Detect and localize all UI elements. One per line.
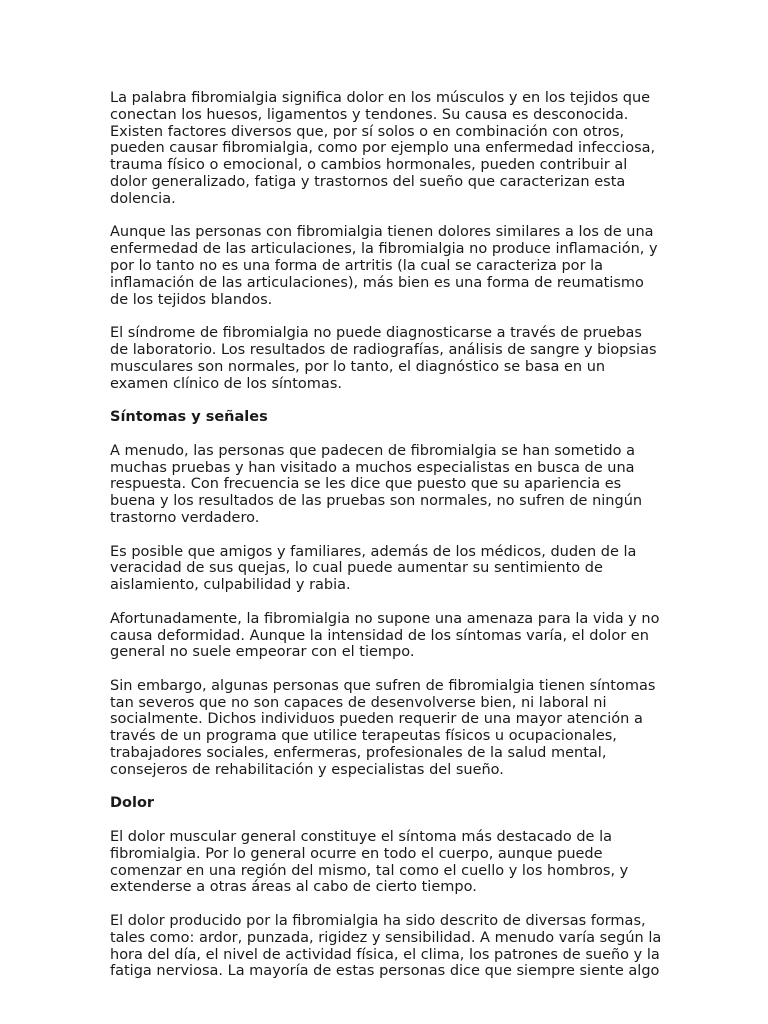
section-heading-pain: Dolor: [110, 795, 155, 812]
paragraph-doubts: Es posible que amigos y familiares, además de los médicos, duden de la veracidad de sus quejas, lo cual puede aumentar su sentimiento de aislamiento, culpabilidad y rabia.: [110, 543, 637, 594]
paragraph-tests: A menudo, las personas que padecen de fibromialgia se han sometido a muchas pruebas y han visitado a muchos especialistas en busca de una respuesta. Con frecuencia se les dice que puesto que su apariencia es buena y los resultados de las pruebas son normales, no sufren de ningún trastorno verdadero.: [110, 442, 643, 526]
paragraph-muscle-pain: El dolor muscular general constituye el síntoma más destacado de la fibromialgia. Por lo general ocurre en todo el cuerpo, aunque puede comenzar en una región del mismo, tal como el cuello y los hombros, y extenderse a otras áreas al cabo de cierto tiempo.: [110, 829, 629, 896]
paragraph-diagnosis: El síndrome de fibromialgia no puede diagnosticarse a través de pruebas de laboratorio. Los resultados de radiografías, análisis de sangre y biopsias musculares son normales, por lo tanto, el diagnóstico se basa en un examen clínico de los síntomas.: [110, 325, 657, 392]
section-heading-symptoms: Síntomas y señales: [110, 409, 268, 426]
paragraph-not-life-threatening: Afortunadamente, la fibromialgia no supone una amenaza para la vida y no causa deformidad. Aunque la intensidad de los síntomas varía, el dolor en general no suele empeorar con el tiempo.: [110, 610, 660, 661]
paragraph-intro: La palabra fibromialgia significa dolor en los músculos y en los tejidos que conectan los huesos, ligamentos y tendones. Su causa es desconocida. Existen factores diversos que, por sí solos o en combinación con otros, pueden causar fibromialgia, como por ejemplo una enfermedad infecciosa, trauma físico o emocional, o cambios hormonales, pueden contribuir al dolor generalizado, fatiga y trastornos del sueño que caracterizan esta dolencia.: [110, 90, 656, 207]
document-page: [110, 90, 662, 997]
paragraph-pain-description: El dolor producido por la fibromialgia ha sido descrito de diversas formas, tales como: ardor, punzada, rigidez y sensibilidad. A menudo varía según la hora del día, el nivel de actividad física, el clima, los patrones de sueño y la fatiga nerviosa. La mayoría de estas personas dice que siempre siente algo: [110, 913, 662, 980]
paragraph-arthritis: Aunque las personas con fibromialgia tienen dolores similares a los de una enfermedad de las articulaciones, la fibromialgia no produce inflamación, y por lo tanto no es una forma de artritis (la cual se caracteriza por la inflamación de las articulaciones), más bien es una forma de reumatismo de los tejidos blandos.: [110, 224, 658, 308]
paragraph-severe-cases: Sin embargo, algunas personas que sufren de fibromialgia tienen síntomas tan severos que no son capaces de desenvolverse bien, ni laboral ni socialmente. Dichos individuos pueden requerir de una mayor atención a través de un programa que utilice terapeutas físicos u ocupacionales, trabajadores sociales, enfermeras, profesionales de la salud mental, consejeros de rehabilitación y especialistas del sueño.: [110, 677, 656, 778]
